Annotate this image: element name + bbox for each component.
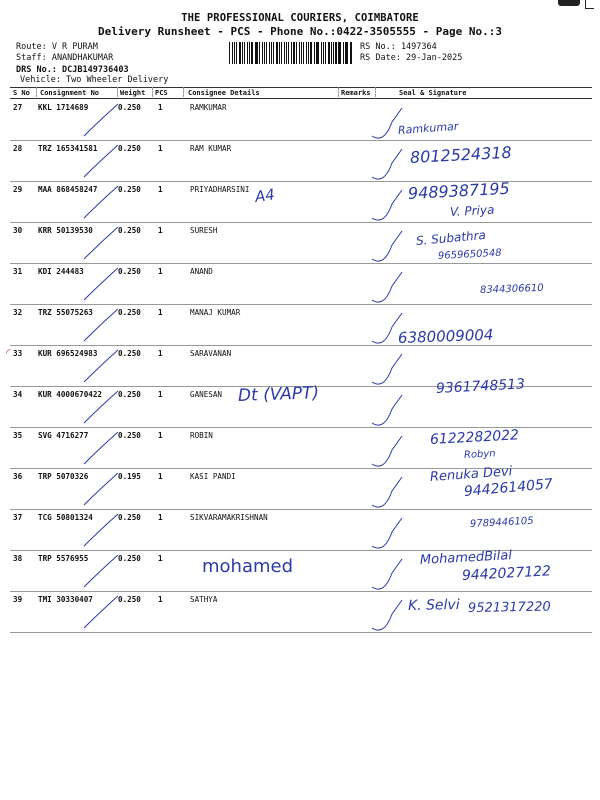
- col-header-seal-signature: Seal & Signature: [399, 89, 467, 97]
- handwritten-name-row-38: mohamed: [202, 556, 294, 577]
- runsheet-subtitle: Delivery Runsheet - PCS - Phone No.:0422-3505555 - Page No.:3: [98, 25, 502, 38]
- barcode-bar: [291, 42, 292, 64]
- cell-sno: 37: [13, 513, 23, 522]
- cell-consignment: MAA 868458247: [38, 185, 98, 194]
- phone-row-32: 6380009004: [397, 325, 494, 347]
- signature-row-29: V. Priya: [449, 202, 495, 219]
- cell-weight: 0.250: [118, 431, 141, 440]
- col-header-sno: S No: [13, 89, 30, 97]
- cell-sno: 31: [13, 267, 23, 276]
- col-divider: [375, 87, 376, 97]
- cell-consignment: KUR 696524983: [38, 349, 98, 358]
- barcode-bar: [279, 42, 280, 64]
- barcode-bar: [251, 42, 252, 64]
- vehicle-label: Vehicle: Two Wheeler Delivery: [20, 75, 169, 85]
- barcode-bar: [345, 42, 346, 64]
- cell-weight: 0.250: [118, 390, 141, 399]
- cell-consignee: MANAJ KUMAR: [190, 308, 241, 317]
- barcode-bar: [262, 42, 263, 64]
- cell-sno: 27: [13, 103, 23, 112]
- cell-weight: 0.250: [118, 554, 141, 563]
- cell-consignee: RAMKUMAR: [190, 103, 227, 112]
- signature-row-27: Ramkumar: [397, 119, 459, 137]
- cell-consignee: GANESAN: [190, 390, 223, 399]
- cell-sno: 35: [13, 431, 23, 440]
- barcode-bar: [234, 42, 235, 64]
- barcode-bar: [239, 42, 241, 64]
- signature-row-35: Robyn: [463, 448, 496, 461]
- cell-weight: 0.250: [118, 308, 141, 317]
- barcode-bar: [284, 42, 285, 64]
- note-row-34: Dt (VAPT): [237, 383, 320, 406]
- barcode-bar: [244, 42, 245, 64]
- cell-pcs: 1: [158, 226, 163, 235]
- cell-pcs: 1: [158, 103, 163, 112]
- barcode-bar: [249, 42, 250, 64]
- phone-row-29: 9489387195: [407, 178, 511, 203]
- cell-consignment: TRZ 55075263: [38, 308, 93, 317]
- table-row: [10, 223, 592, 264]
- cell-consignment: KRR 50139530: [38, 226, 93, 235]
- scan-corner-mark: [585, 0, 594, 9]
- cell-consignee: RAM KUMAR: [190, 144, 232, 153]
- barcode-bar: [288, 42, 289, 64]
- cell-sno: 38: [13, 554, 23, 563]
- cell-weight: 0.195: [118, 472, 141, 481]
- table-row: [10, 100, 592, 141]
- col-header-pcs: PCS: [155, 89, 168, 97]
- barcode-bar: [255, 42, 256, 64]
- cell-weight: 0.250: [118, 144, 141, 153]
- barcode-bar: [308, 42, 309, 64]
- phone-row-30: 9659650548: [437, 247, 502, 262]
- col-divider: [338, 87, 339, 97]
- phone-row-39: 9521317220: [467, 599, 551, 616]
- phone-row-34: 9361748513: [435, 376, 526, 397]
- cell-pcs: 1: [158, 267, 163, 276]
- barcode-bar: [350, 42, 351, 64]
- cell-consignment: TCG 50801324: [38, 513, 93, 522]
- route-label: Route: V R PURAM: [16, 42, 98, 52]
- table-top-rule: [10, 87, 592, 88]
- barcode-bar: [276, 42, 278, 64]
- cell-consignment: KKL 1714689: [38, 103, 89, 112]
- cell-consignment: TRZ 165341581: [38, 144, 98, 153]
- barcode-bar: [232, 42, 233, 64]
- barcode-bar: [286, 42, 287, 64]
- phone-row-37: 9789446105: [469, 515, 534, 530]
- barcode-bar: [321, 42, 322, 64]
- barcode-bar: [328, 42, 330, 64]
- cell-consignee: SIKVARAMAKRISHNAN: [190, 513, 268, 522]
- company-title: THE PROFESSIONAL COURIERS, COIMBATORE: [181, 12, 419, 24]
- col-header-remarks: Remarks: [341, 89, 371, 97]
- barcode-bar: [346, 42, 348, 64]
- phone-row-31: 8344306610: [479, 282, 544, 296]
- cell-weight: 0.250: [118, 103, 141, 112]
- cell-sno: 32: [13, 308, 23, 317]
- barcode-bar: [256, 42, 258, 64]
- cell-pcs: 1: [158, 431, 163, 440]
- barcode-bar: [259, 42, 260, 64]
- cell-weight: 0.250: [118, 349, 141, 358]
- cell-pcs: 1: [158, 349, 163, 358]
- table-header-rule: [10, 98, 592, 99]
- cell-sno: 28: [13, 144, 23, 153]
- barcode-bar: [271, 42, 272, 64]
- barcode-bar: [338, 42, 339, 64]
- row-separator: [10, 632, 592, 633]
- barcode-bar: [281, 42, 282, 64]
- table-row: [10, 305, 592, 346]
- cell-sno: 29: [13, 185, 23, 194]
- signature-row-36: Renuka Devi: [429, 464, 513, 485]
- cell-consignee: SATHYA: [190, 595, 218, 604]
- phone-row-36: 9442614057: [463, 476, 554, 500]
- cell-consignee: SURESH: [190, 226, 218, 235]
- barcode-bar: [296, 42, 297, 64]
- cell-consignment: SVG 4716277: [38, 431, 89, 440]
- note-row-29: A4: [253, 185, 276, 206]
- cell-sno: 34: [13, 390, 23, 399]
- phone-row-28: 8012524318: [409, 142, 513, 167]
- barcode-bar: [301, 42, 302, 64]
- barcode-bar: [299, 42, 300, 64]
- cell-pcs: 1: [158, 595, 163, 604]
- red-circle-mark: ◜: [6, 346, 11, 360]
- barcode-bar: [269, 42, 270, 64]
- cell-pcs: 1: [158, 185, 163, 194]
- cell-sno: 36: [13, 472, 23, 481]
- col-divider: [36, 87, 37, 97]
- cell-sno: 39: [13, 595, 23, 604]
- cell-pcs: 1: [158, 390, 163, 399]
- barcode-bar: [236, 42, 237, 64]
- barcode-bar: [331, 42, 332, 64]
- barcode-bar: [229, 42, 230, 64]
- signature-row-38: MohamedBilal: [419, 548, 513, 568]
- cell-consignment: KDI 244483: [38, 267, 84, 276]
- cell-consignee: PRIYADHARSINI: [190, 185, 250, 194]
- cell-consignment: TRP 5576955: [38, 554, 89, 563]
- barcode-bar: [247, 42, 248, 64]
- rs-number: RS No.: 1497364: [360, 42, 437, 52]
- cell-consignment: TRP 5070326: [38, 472, 89, 481]
- cell-weight: 0.250: [118, 267, 141, 276]
- cell-weight: 0.250: [118, 595, 141, 604]
- col-divider: [152, 87, 153, 97]
- cell-pcs: 1: [158, 144, 163, 153]
- cell-weight: 0.250: [118, 513, 141, 522]
- scan-corner-mark: [558, 0, 580, 6]
- barcode: [229, 42, 353, 64]
- barcode-bar: [264, 42, 265, 64]
- cell-sno: 30: [13, 226, 23, 235]
- rs-date: RS Date: 29-Jan-2025: [360, 53, 463, 63]
- cell-consignee: SARAVANAN: [190, 349, 232, 358]
- col-header-weight: Weight: [120, 89, 146, 97]
- barcode-bar: [303, 42, 304, 64]
- cell-consignee: ROBIN: [190, 431, 213, 440]
- cell-pcs: 1: [158, 554, 163, 563]
- cell-pcs: 1: [158, 472, 163, 481]
- col-divider: [117, 87, 118, 97]
- cell-consignment: TMI 30330407: [38, 595, 93, 604]
- signature-row-39: K. Selvi: [407, 597, 460, 614]
- barcode-bar: [266, 42, 267, 64]
- staff-label: Staff: ANANDHAKUMAR: [16, 53, 114, 63]
- barcode-bar: [317, 42, 318, 64]
- col-header-consignment: Consignment No: [40, 89, 100, 97]
- cell-weight: 0.250: [118, 185, 141, 194]
- barcode-bar: [310, 42, 312, 64]
- barcode-bar: [333, 42, 334, 64]
- cell-consignee: ANAND: [190, 267, 213, 276]
- barcode-bar: [242, 42, 243, 64]
- cell-sno: 33: [13, 349, 23, 358]
- barcode-bar: [335, 42, 336, 64]
- cell-pcs: 1: [158, 308, 163, 317]
- barcode-bar: [316, 42, 317, 64]
- barcode-bar: [343, 42, 344, 64]
- col-header-consignee: Consignee Details: [188, 89, 260, 97]
- barcode-bar: [273, 42, 274, 64]
- barcode-bar: [314, 42, 315, 64]
- phone-row-38: 9442027122: [461, 563, 552, 584]
- col-divider: [183, 87, 184, 97]
- cell-consignee: KASI PANDI: [190, 472, 236, 481]
- barcode-bar: [339, 42, 340, 64]
- signature-row-30: S. Subathra: [415, 227, 487, 248]
- barcode-bar: [293, 42, 295, 64]
- cell-pcs: 1: [158, 513, 163, 522]
- barcode-bar: [306, 42, 307, 64]
- drs-number: DRS No.: DCJB149736403: [16, 65, 129, 75]
- barcode-bar: [325, 42, 326, 64]
- cell-consignment: KUR 4000670422: [38, 390, 103, 399]
- cell-weight: 0.250: [118, 226, 141, 235]
- barcode-bar: [323, 42, 324, 64]
- phone-row-35: 6122282022: [429, 427, 520, 448]
